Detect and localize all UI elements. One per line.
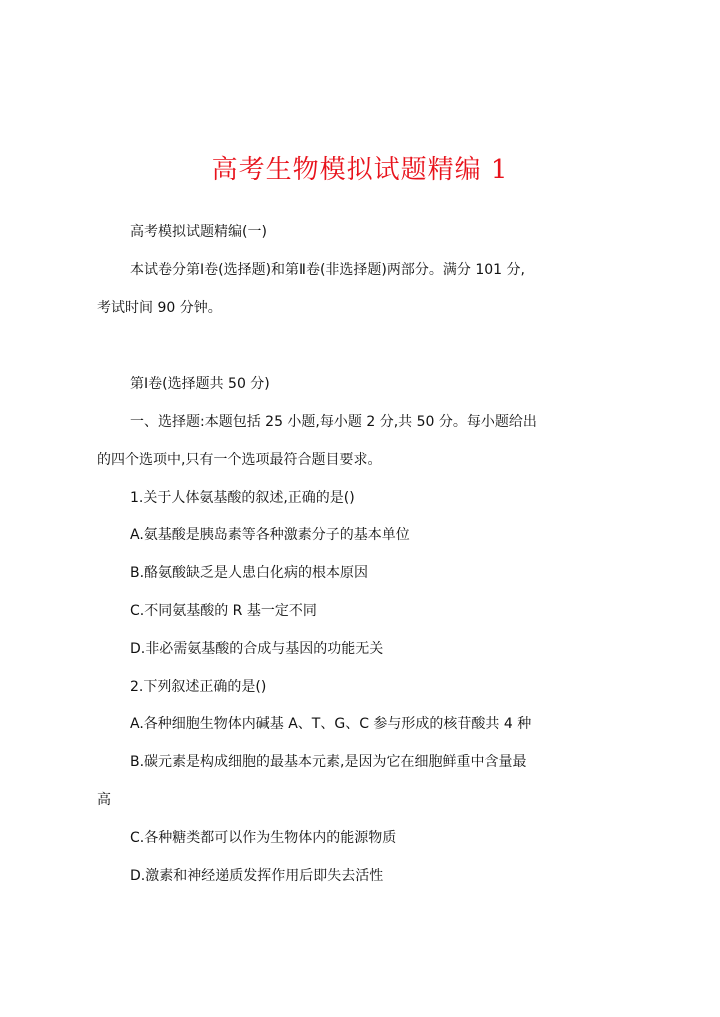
question-2-option-b: B.碳元素是构成细胞的最基本元素,是因为它在细胞鲜重中含量最 [130,754,527,770]
question-2-option-c: C.各种糖类都可以作为生物体内的能源物质 [130,830,397,846]
intro-line-1: 本试卷分第Ⅰ卷(选择题)和第Ⅱ卷(非选择题)两部分。满分 101 分, [130,262,525,278]
instructions-line-1: 一、选择题:本题包括 25 小题,每小题 2 分,共 50 分。每小题给出 [130,414,537,430]
question-1-option-d: D.非必需氨基酸的合成与基因的功能无关 [130,641,384,657]
question-2-option-b-continued: 高 [97,792,111,808]
instructions-line-2: 的四个选项中,只有一个选项最符合题目要求。 [97,452,382,468]
intro-line-2: 考试时间 90 分钟。 [97,300,222,316]
document-title: 高考生物模拟试题精编 1 [211,155,509,185]
section-title: 第Ⅰ卷(选择题共 50 分) [130,376,270,392]
question-1-stem: 1.关于人体氨基酸的叙述,正确的是() [130,490,355,506]
question-1-option-b: B.酪氨酸缺乏是人患白化病的根本原因 [130,565,369,581]
question-2-option-a: A.各种细胞生物体内碱基 A、T、G、C 参与形成的核苷酸共 4 种 [130,716,532,732]
question-1-option-c: C.不同氨基酸的 R 基一定不同 [130,603,317,619]
question-1-option-a: A.氨基酸是胰岛素等各种激素分子的基本单位 [130,527,410,543]
question-2-stem: 2.下列叙述正确的是() [130,679,267,695]
exam-subtitle: 高考模拟试题精编(一) [130,224,267,240]
question-2-option-d: D.激素和神经递质发挥作用后即失去活性 [130,868,384,884]
